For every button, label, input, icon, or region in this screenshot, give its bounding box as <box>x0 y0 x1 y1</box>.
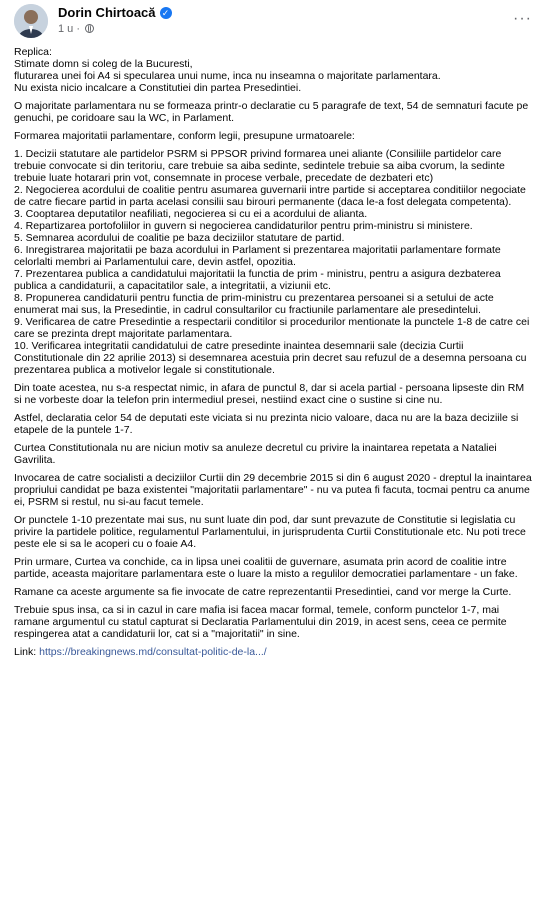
post-text-line: 7. Prezentarea publica a candidatului majoritatii la functia de prim - ministru, pentru a asigura dezbaterea publica a candidaturii, a capacitatilor sale, a integritatii, a viziunii etc. <box>14 268 501 292</box>
post-text-line: Prin urmare, Curtea va conchide, ca in lipsa unei coalitii de guvernare, asumata prin acord de coalitie intre partide, aceasta majoritare parlamentara este o luare la misto a regulilor democratiei parlamentare - un fake. <box>14 556 518 580</box>
post-paragraph <box>14 382 534 406</box>
post-text-line: Ramane ca aceste argumente sa fie invocate de catre reprezentantii Presedintiei, cand vor merge la Curte. <box>14 586 512 598</box>
post-meta <box>58 23 94 35</box>
post-text-line: Formarea majoritatii parlamentare, conform legii, presupune urmatoarele: <box>14 130 355 142</box>
post-text-line: Trebuie spus insa, ca si in cazul in care mafia isi facea macar formal, temele, conform punctelor 1-7, mai ramane argumentul cu statul capturat si Declaratia Parlamentului din 2019, in acest sens, ceea ce permite respingerea atat a candidaturii lor, cat si a "majoritatii" in sine. <box>14 604 507 640</box>
post-text-line: Stimate domn si coleg de la Bucuresti, <box>14 58 193 70</box>
post-paragraph <box>14 412 534 436</box>
post-body <box>14 46 534 664</box>
post-text-line: fluturarea unei foi A4 si specularea unui nume, inca nu inseamna o majoritate parlamentara. <box>14 70 441 82</box>
post-timestamp[interactable]: 1 u · <box>58 23 81 35</box>
post-paragraph <box>14 604 534 640</box>
post-paragraph <box>14 130 534 142</box>
post-paragraph <box>14 556 534 580</box>
post-text-line: 8. Propunerea candidaturii pentru functia de prim-ministru cu prezentarea persoanei si a setului de acte enumerat mai sus, la Presedintie, in cadrul consultarilor cu fractiunile parlamentare ale presedintelui. <box>14 292 494 316</box>
post-paragraph <box>14 100 534 124</box>
post-text-line: 3. Cooptarea deputatilor neafiliati, negocierea si cu ei a acordului de alianta. <box>14 208 368 220</box>
post-header <box>0 0 546 44</box>
post-text-line: 9. Verificarea de catre Presedintie a respectarii conditilor si procedurilor mentionate la punctele 1-8 de catre cei care se prezinta drept majoritate parlamentara. <box>14 316 530 340</box>
post-text-line: Curtea Constitutionala nu are niciun motiv sa anuleze decretul cu privire la inaintarea repetata a Nataliei Gavrilita. <box>14 442 497 466</box>
post-text-line: 5. Semnarea acordului de coalitie pe baza deciziilor statutare de partid. <box>14 232 345 244</box>
globe-icon <box>85 24 94 33</box>
article-link[interactable]: https://breakingnews.md/consultat-politic-de-la.../ <box>39 646 267 658</box>
author-name[interactable] <box>58 5 172 20</box>
post-text-line: Astfel, declaratia celor 54 de deputati este viciata si nu prezinta nicio valoare, daca nu are la baza deciziile si etapele de la puntele 1-7. <box>14 412 519 436</box>
link-paragraph <box>14 646 534 658</box>
post-text-line: Din toate acestea, nu s-a respectat nimic, in afara de punctul 8, dar si acela partial - persoana lipseste din RM si ne vorbeste doar la telefon prin intermediul presei, nestiind exact cine o sustine si cine nu. <box>14 382 525 406</box>
link-label: Link: <box>14 646 37 658</box>
post-text-line: Invocarea de catre socialisti a deciziilor Curtii din 29 decembrie 2015 si din 6 august 2020 - dreptul la inaintarea propriului candidat pe baza existentei "majoritatii parlamentare" - nu va putea fi facuta, tocmai pentru ca anume ei, PSRM si restul, nu si-au facut temele. <box>14 472 532 508</box>
post-text-line: Replica: <box>14 46 52 58</box>
post-paragraph <box>14 586 534 598</box>
more-options-button[interactable]: ··· <box>513 10 532 27</box>
author-name-text[interactable]: Dorin Chirtoacă <box>58 5 156 20</box>
post-paragraph <box>14 514 534 550</box>
post-text-line: 4. Repartizarea portofoliilor in guvern si negocierea candidaturilor pentru prim-ministru si ministere. <box>14 220 473 232</box>
post-text-line: 10. Verificarea integritatii candidatului de catre presedinte inaintea desemnarii sale (decizia Curtii Constitutionale din 22 aprilie 2013) si desemnarea acestuia prin decret sau refuzul de a desemna persoana cu prezentarea publica a motivelor legale si constitutionale. <box>14 340 527 376</box>
avatar-image <box>14 4 48 38</box>
post-paragraph <box>14 148 534 376</box>
post-paragraph <box>14 472 534 508</box>
post-text-line: Or punctele 1-10 prezentate mai sus, nu sunt luate din pod, dar sunt prevazute de Constitutie si legislatia cu privire la partidele politice, regulamentul Parlamentului, in jurisprudenta Curtii Constitutionale etc. Nu poti trece peste ele si sa le acoperi cu o foaie A4. <box>14 514 526 550</box>
post-paragraph <box>14 46 534 94</box>
post-text-line: 6. Inregistrarea majoritatii pe baza acordului in Parlament si prezentarea majoritatii parlamentare formate celorlalti membri ai Parlamentului care, devin astfel, opozitia. <box>14 244 501 268</box>
author-avatar[interactable] <box>14 4 48 38</box>
verified-badge-icon: ✓ <box>160 7 172 19</box>
post-paragraph <box>14 442 534 466</box>
post-text-line: 1. Decizii statutare ale partidelor PSRM si PPSOR privind formarea unei aliante (Consiliile partidelor care trebuie convocate si din teritoriu, care trebuie sa aiba sedinte, sedintele trebuie sa aiba cvorum, la sedinte trebuie luate hotarari prin vot, consemnate in procese verbale, precedate de dezbateri etc) <box>14 148 505 184</box>
post-text-line: 2. Negocierea acordului de coalitie pentru asumarea guvernarii intre partide si acceptarea conditiilor negociate de catre fiecare partid in parta acelasi consilii sau birouri permanente (daca le-a fost delegata competenta). <box>14 184 526 208</box>
post-text-line: O majoritate parlamentara nu se formeaza printr-o declaratie cu 5 paragrafe de text, 54 de semnaturi facute pe genuchi, pe coridoare sau la WC, in Parlament. <box>14 100 529 124</box>
post-text-line: Nu exista nicio incalcare a Constitutiei din partea Presedintiei. <box>14 82 302 94</box>
